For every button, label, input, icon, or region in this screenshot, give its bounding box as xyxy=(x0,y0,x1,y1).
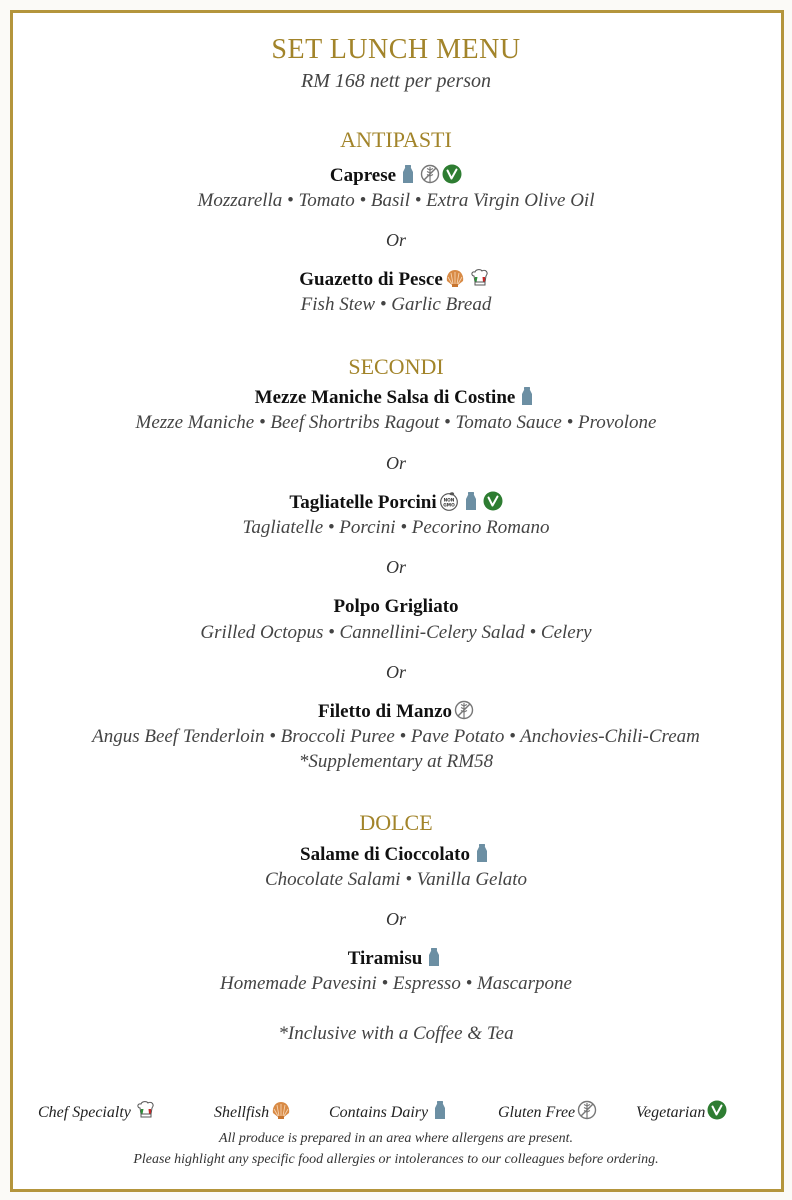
dish-name: Salame di Cioccolato xyxy=(300,844,470,865)
dish-salame xyxy=(0,843,792,866)
dish-description: Mezze Maniche • Beef Shortribs Ragout • Tomato Sauce • Provolone xyxy=(135,412,657,433)
dish-filetto xyxy=(0,700,792,723)
dish-mezze-maniche xyxy=(0,386,792,409)
dish-tiramisu xyxy=(0,947,792,970)
dish-description: Fish Stew • Garlic Bread xyxy=(300,294,492,315)
allergy-instruction: Please highlight any specific food allergies or intolerances to our colleagues before ordering. xyxy=(133,1152,659,1167)
shellfish-icon xyxy=(271,1100,291,1120)
dish-description: Grilled Octopus • Cannellini-Celery Salad • Celery xyxy=(200,622,592,643)
or-separator: Or xyxy=(385,909,406,929)
allergen-note: All produce is prepared in an area where allergens are present. xyxy=(219,1131,573,1146)
legend-vegetarian xyxy=(636,1100,727,1122)
section-title-antipasti: ANTIPASTI xyxy=(340,127,452,152)
legend-label: Vegetarian xyxy=(636,1104,706,1121)
dish-description: Tagliatelle • Porcini • Pecorino Romano xyxy=(242,517,550,538)
section-title-dolce: DOLCE xyxy=(359,810,433,835)
shellfish-icon xyxy=(445,268,465,288)
inclusive-note: *Inclusive with a Coffee & Tea xyxy=(278,1023,514,1044)
legend-label: Chef Specialty xyxy=(38,1104,131,1121)
dish-name: Caprese xyxy=(329,165,397,186)
chef-specialty-icon xyxy=(467,268,493,288)
dish-name: Mezze Maniche Salsa di Costine xyxy=(254,387,516,408)
dish-name: Filetto di Manzo xyxy=(317,701,453,722)
legend-label: Contains Dairy xyxy=(329,1104,429,1121)
or-separator: Or xyxy=(385,453,406,473)
dairy-icon xyxy=(430,1100,450,1120)
dairy-icon xyxy=(424,947,444,967)
vegetarian-icon xyxy=(707,1100,727,1120)
or-separator: Or xyxy=(385,557,406,577)
supplement-note: *Supplementary at RM58 xyxy=(298,751,494,772)
gluten-free-icon xyxy=(454,700,474,720)
dish-description: Homemade Pavesini • Espresso • Mascarpone xyxy=(220,973,572,994)
legend-shellfish xyxy=(214,1100,291,1122)
dish-name: Tagliatelle Porcini xyxy=(289,492,437,513)
vegetarian-icon xyxy=(483,491,503,511)
chef-specialty-icon xyxy=(133,1100,159,1120)
legend-gluten-free xyxy=(498,1100,597,1122)
menu-price: RM 168 nett per person xyxy=(301,70,491,92)
dairy-icon xyxy=(472,843,492,863)
legend-label: Gluten Free xyxy=(498,1104,576,1121)
gluten-free-icon xyxy=(577,1100,597,1120)
legend-chef-specialty xyxy=(38,1100,159,1122)
or-separator: Or xyxy=(385,662,406,682)
dish-guazetto xyxy=(0,268,792,291)
dish-caprese xyxy=(0,164,792,187)
dish-name: Polpo Grigliato xyxy=(333,596,459,617)
dish-description: Chocolate Salami • Vanilla Gelato xyxy=(264,869,528,890)
dish-polpo xyxy=(0,596,792,618)
menu-title: SET LUNCH MENU xyxy=(271,34,521,65)
dish-description: Mozzarella • Tomato • Basil • Extra Virgin Olive Oil xyxy=(197,190,595,211)
legend-contains-dairy xyxy=(329,1100,450,1122)
dairy-icon xyxy=(398,164,418,184)
dairy-icon xyxy=(517,386,537,406)
vegetarian-icon xyxy=(442,164,462,184)
dish-description: Angus Beef Tenderloin • Broccoli Puree • Pave Potato • Anchovies-Chili-Cream xyxy=(92,726,700,747)
or-separator: Or xyxy=(385,230,406,250)
dish-name: Tiramisu xyxy=(347,948,423,969)
dish-tagliatelle xyxy=(0,491,792,514)
legend-label: Shellfish xyxy=(214,1104,270,1121)
section-title-secondi: SECONDI xyxy=(348,354,444,379)
non-gmo-icon xyxy=(439,491,459,511)
dish-name: Guazetto di Pesce xyxy=(299,269,443,290)
gluten-free-icon xyxy=(420,164,440,184)
dairy-icon xyxy=(461,491,481,511)
